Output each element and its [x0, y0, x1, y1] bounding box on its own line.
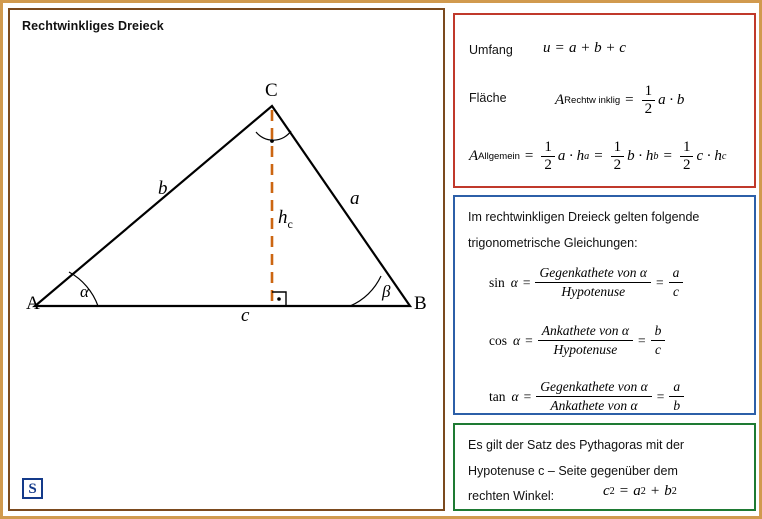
pythagoras-term-1-sup: 2 [640, 486, 646, 497]
right-angle-dot-foot [277, 297, 281, 301]
sin-arg: α [510, 274, 518, 290]
tan-equals-2: = [656, 388, 665, 404]
allgemein-term-2-sub: b [653, 151, 659, 163]
sin-definition-fraction [535, 265, 651, 300]
allgemein-equals-1: = [524, 148, 534, 165]
side-label-a: a [350, 188, 360, 209]
angle-label-beta: β [382, 282, 391, 301]
allgemein-frac3-den: 2 [682, 157, 691, 174]
height-label-main: h [278, 207, 288, 228]
allgemein-term-3: c · h [696, 148, 722, 165]
allgemein-frac2-num: 1 [611, 139, 625, 157]
tan-definition-fraction [536, 379, 652, 414]
allgemein-term-3-sub: c [721, 151, 727, 163]
tan-arg: α [511, 388, 519, 404]
trigonometry-box [453, 195, 756, 415]
flaeche-fraction [642, 83, 656, 119]
allgemein-fraction-2 [611, 139, 625, 175]
allgemein-lhs-sub: Allgemein [478, 151, 520, 163]
vertex-label-a: A [26, 293, 40, 314]
pythagoras-term-2: b [664, 483, 672, 499]
pythagoras-term-1: a [633, 483, 641, 499]
cos-ratio-num: b [651, 323, 666, 341]
triangle-figure [10, 10, 447, 513]
pythagoras-lhs-sup: 2 [609, 486, 615, 497]
sin-equals-2: = [656, 274, 664, 290]
tan-frac-den: Ankathete von α [550, 398, 638, 413]
flaeche-lhs-sub: Rechtw inklig [564, 95, 621, 107]
allgemein-formula [469, 139, 726, 175]
allgemein-lhs: A [469, 148, 479, 165]
sin-ratio-num: a [669, 265, 684, 283]
sin-frac-den: Hypotenuse [561, 284, 626, 299]
vertex-label-c: C [265, 80, 278, 101]
trig-row-tan [489, 379, 684, 414]
sin-equals-1: = [522, 274, 531, 290]
flaeche-formula [555, 83, 684, 119]
allgemein-term-1-sub: a [584, 151, 590, 163]
allgemein-fraction-1 [541, 139, 555, 175]
sin-frac-num: Gegenkathete von α [535, 265, 651, 283]
flaeche-equals: = [625, 92, 634, 109]
side-label-b: b [158, 178, 168, 199]
pythagoras-box [453, 423, 756, 511]
page-title: Rechtwinkliges Dreieck [22, 19, 164, 33]
allgemein-frac3-num: 1 [680, 139, 694, 157]
vertex-label-b: B [414, 293, 427, 314]
allgemein-equals-3: = [663, 148, 672, 165]
angle-label-alpha: α [80, 282, 89, 301]
umfang-rhs: a + b + c [568, 40, 626, 56]
flaeche-frac-den: 2 [644, 101, 653, 118]
cos-arg: α [513, 332, 521, 348]
allgemein-term-2: b · h [627, 148, 654, 165]
tan-name: tan [489, 388, 506, 404]
cos-frac-num: Ankathete von α [538, 323, 633, 341]
flaeche-frac-num: 1 [642, 83, 656, 101]
umfang-label: Umfang [469, 43, 513, 57]
umfang-formula [543, 40, 626, 57]
cos-equals-1: = [525, 332, 533, 348]
right-angle-dot-c [270, 139, 274, 143]
umfang-lhs: u [543, 40, 551, 56]
allgemein-frac1-den: 2 [544, 157, 552, 174]
sin-name: sin [489, 274, 505, 290]
pythagoras-lhs: c [603, 483, 610, 499]
logo: S [22, 478, 43, 499]
cos-ratio-den: c [655, 342, 662, 357]
flaeche-label: Fläche [469, 91, 507, 105]
flaeche-lhs: A [555, 92, 565, 109]
cos-equals-2: = [638, 332, 646, 348]
formulas-box [453, 13, 756, 188]
trig-row-cos [489, 323, 665, 358]
flaeche-tail: a · b [658, 92, 685, 109]
tan-ratio-num: a [669, 379, 684, 397]
tan-ratio-den: b [673, 398, 681, 413]
umfang-equals: = [555, 40, 564, 56]
side-label-c: c [241, 305, 250, 326]
sin-ratio-fraction [669, 265, 684, 300]
pythagoras-formula [603, 483, 677, 500]
allgemein-frac1-num: 1 [541, 139, 555, 157]
allgemein-equals-2: = [594, 148, 603, 165]
pythagoras-plus: + [650, 483, 660, 499]
trig-row-sin [489, 265, 683, 300]
tan-ratio-fraction [669, 379, 684, 414]
height-label [278, 207, 293, 232]
sin-ratio-den: c [673, 284, 680, 299]
right-angle-arc-c [256, 131, 291, 140]
angle-arc-beta [350, 276, 381, 306]
pythagoras-term-2-sup: 2 [671, 486, 677, 497]
cos-ratio-fraction [651, 323, 666, 358]
tan-frac-num: Gegenkathete von α [536, 379, 652, 397]
cos-definition-fraction [538, 323, 633, 358]
allgemein-fraction-3 [680, 139, 694, 175]
pythagoras-equals: = [619, 483, 629, 499]
height-label-sub: c [287, 216, 293, 231]
allgemein-frac2-den: 2 [613, 157, 622, 174]
triangle-panel [8, 8, 445, 511]
cos-frac-den: Hypotenuse [553, 342, 618, 357]
cos-name: cos [489, 332, 507, 348]
tan-equals-1: = [523, 388, 532, 404]
trig-intro-line-2: trigonometrische Gleichungen: [468, 236, 638, 250]
pythagoras-line-3: rechten Winkel: [468, 489, 555, 503]
pythagoras-line-1: Es gilt der Satz des Pythagoras mit der [468, 438, 685, 452]
pythagoras-line-2: Hypotenuse c – Seite gegenüber dem [468, 464, 678, 478]
trig-intro-line-1: Im rechtwinkligen Dreieck gelten folgende [468, 210, 700, 224]
allgemein-term-1: a · h [557, 148, 585, 165]
